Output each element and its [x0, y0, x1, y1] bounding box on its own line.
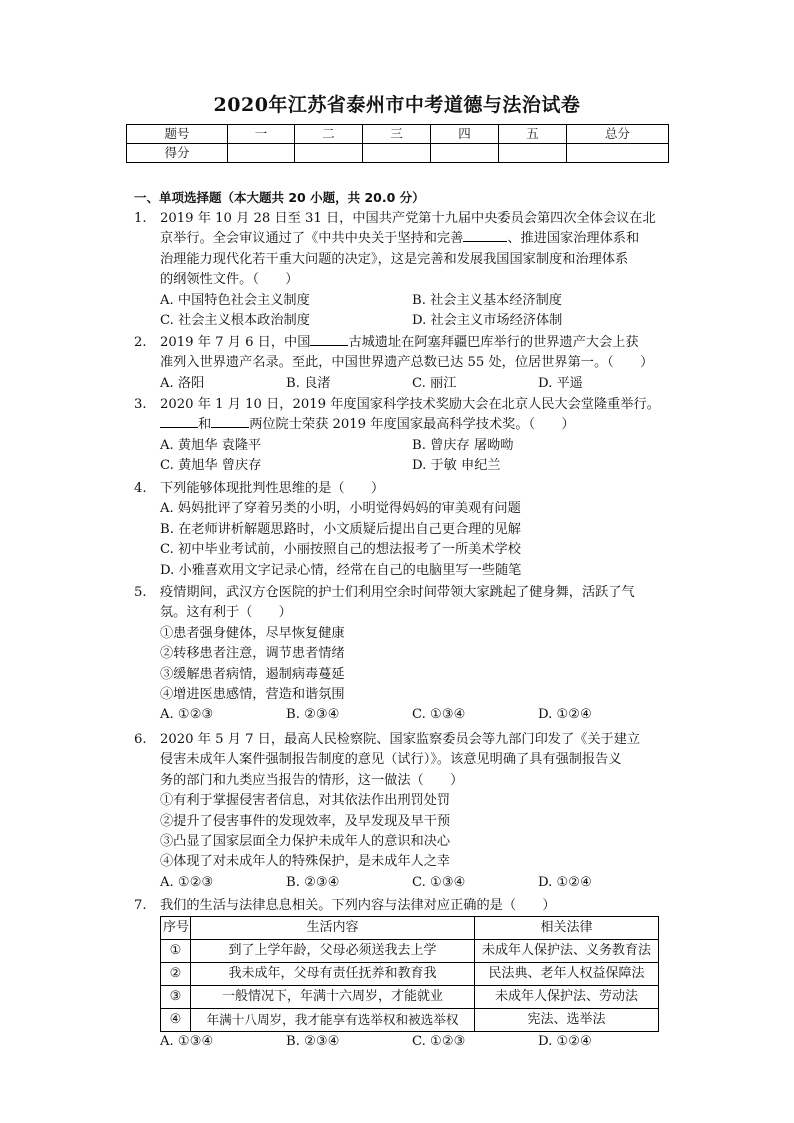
score-blank-cell	[431, 144, 499, 163]
option-d[interactable]: D. 平遥	[538, 375, 583, 391]
law-header-cell: 相关法律	[475, 917, 659, 940]
score-cell: 四	[431, 125, 499, 144]
option-a[interactable]: A. ①②③	[160, 707, 214, 723]
table-row: ④ 年满十八周岁，我才能享有选举权和被选举权 宪法、选举法	[161, 1009, 659, 1032]
fill-blank	[310, 333, 348, 346]
option-d[interactable]: D. ①②④	[538, 707, 592, 723]
option-b[interactable]: B. 曾庆存 屠呦呦	[412, 437, 514, 453]
option-b[interactable]: B. 在老师讲析解题思路时，小文质疑后提出自己更合理的见解	[160, 521, 521, 537]
option-c[interactable]: C. ①③④	[412, 707, 466, 723]
score-cell: 总分	[567, 125, 669, 144]
question-stem: 2019 年 10 月 28 日至 31 日，中国共产党第十九届中央委员会第四次全体会议在北 京举行。全会审议通过了《中共中央关于坚持和完善 、推进国家治理体系和 治理能力现代化若干重大问题的决定》，这是完善和发展我国国家制度和治理体系 的纲领性文件。（ ）	[160, 211, 656, 288]
option-a[interactable]: A. 妈妈批评了穿着另类的小明，小明觉得妈妈的审美观有问题	[160, 501, 521, 517]
question-number: 2.	[134, 335, 147, 350]
question-number: 5.	[134, 585, 147, 600]
option-a[interactable]: A. ①③④	[160, 1034, 214, 1050]
option-a[interactable]: A. ①②③	[160, 874, 214, 890]
score-blank-cell	[363, 144, 431, 163]
fill-blank	[160, 415, 198, 428]
option-c[interactable]: C. 黄旭华 曾庆存	[160, 458, 262, 474]
question-4	[134, 479, 674, 581]
question-stem: 我们的生活与法律息息相关。下列内容与法律对应正确的是（ ）	[160, 898, 556, 913]
options-list	[160, 499, 674, 581]
fill-blank	[463, 229, 507, 242]
question-stem: 2020 年 5 月 7 日，最高人民检察院、国家监察委员会等九部门印发了《关于建立 侵害未成年人案件强制报告制度的意见（试行）》。该意见明确了具有强制报告义 务的部门和九类应当报告的情形，这一做法（ ） ①有利于掌握侵害者信息，对其依法作出刑罚处罚 ②提升了侵害事件的发现效率，及早发现及早干预 ③凸显了国家层面全力保护未成年人的意识和决心 ④体现了对未成年人的特殊保护，是未成年人之幸	[160, 732, 641, 870]
question-7	[134, 896, 674, 1053]
options-row	[160, 311, 674, 331]
question-stem: 疫情期间，武汉方仓医院的护士们利用空余时间带领大家跳起了健身舞，活跃了气 氛。这有利于（ ） ①患者强身健体，尽早恢复健康 ②转移患者注意，调节患者情绪 ③缓解患者病情，遏制病毒蔓延 ④增进医患感情，营造和谐氛围	[160, 585, 635, 703]
option-d[interactable]: D. ①②④	[538, 1034, 592, 1050]
question-1	[134, 209, 674, 331]
option-d[interactable]: D. 社会主义市场经济体制	[412, 313, 563, 329]
option-b[interactable]: B. 良渚	[286, 375, 331, 391]
options-row	[160, 456, 674, 476]
option-a[interactable]: A. 洛阳	[160, 375, 205, 391]
score-cell: 二	[295, 125, 363, 144]
option-c[interactable]: C. ①③④	[412, 874, 466, 890]
question-number: 3.	[134, 397, 147, 412]
score-table-header-row	[127, 125, 669, 144]
question-2	[134, 333, 674, 394]
option-d[interactable]: D. ①②④	[538, 874, 592, 890]
table-row: ③ 一般情况下，年满十六周岁，才能就业 未成年人保护法、劳动法	[161, 986, 659, 1009]
option-c[interactable]: C. ①②③	[412, 1034, 466, 1050]
question-5	[134, 583, 674, 726]
score-cell: 得分	[127, 144, 228, 163]
law-table-header	[161, 917, 659, 940]
question-number: 6.	[134, 732, 147, 747]
exam-title: 2020年江苏省泰州市中考道德与法治试卷	[213, 94, 581, 116]
law-table	[160, 916, 659, 1032]
score-cell: 一	[228, 125, 295, 144]
section-heading: 一、单项选择题（本大题共 20 小题，共 20.0 分）	[134, 190, 425, 205]
option-b[interactable]: B. 社会主义基本经济制度	[412, 292, 562, 308]
law-header-cell: 序号	[161, 917, 191, 940]
question-number: 1.	[134, 211, 147, 226]
score-table	[126, 124, 669, 163]
question-6	[134, 730, 674, 893]
options-row	[160, 705, 674, 725]
options-row	[160, 873, 674, 893]
question-stem: 2019 年 7 月 6 日，中国 古城遗址在阿塞拜疆巴库举行的世界遗产大会上获 准列入世界遗产名录。至此，中国世界遗产总数已达 55 处，位居世界第一。（ ）	[160, 335, 654, 371]
options-row	[160, 291, 674, 311]
option-a[interactable]: A. 中国特色社会主义制度	[160, 292, 310, 308]
options-row	[160, 1032, 674, 1052]
score-blank-cell	[228, 144, 295, 163]
question-stem: 下列能够体现批判性思维的是（ ）	[160, 481, 385, 496]
score-cell: 五	[499, 125, 567, 144]
option-b[interactable]: B. ②③④	[286, 874, 340, 890]
score-blank-cell	[499, 144, 567, 163]
table-row: ① 到了上学年龄，父母必须送我去上学 未成年人保护法、义务教育法	[161, 940, 659, 963]
score-cell: 三	[363, 125, 431, 144]
option-d[interactable]: D. 小雅喜欢用文字记录心情，经常在自己的电脑里写一些随笔	[160, 562, 522, 578]
question-number: 4.	[134, 481, 147, 496]
question-stem: 2020 年 1 月 10 日，2019 年度国家科学技术奖励大会在北京人民大会堂隆重举行。 和 两位院士荣获 2019 年度国家最高科学技术奖。（ ）	[160, 397, 660, 433]
score-table-score-row	[127, 144, 669, 163]
fill-blank	[211, 415, 249, 428]
option-b[interactable]: B. ②③④	[286, 1034, 340, 1050]
option-c[interactable]: C. 社会主义根本政治制度	[160, 313, 310, 329]
law-header-cell: 生活内容	[191, 917, 475, 940]
question-3	[134, 395, 674, 477]
option-c[interactable]: C. 初中毕业考试前，小丽按照自己的想法报考了一所美术学校	[160, 542, 521, 558]
options-row	[160, 436, 674, 456]
options-row	[160, 374, 674, 394]
option-c[interactable]: C. 丽江	[412, 375, 457, 391]
score-blank-cell	[295, 144, 363, 163]
score-blank-cell	[567, 144, 669, 163]
score-cell: 题号	[127, 125, 228, 144]
option-b[interactable]: B. ②③④	[286, 707, 340, 723]
option-d[interactable]: D. 于敏 申纪兰	[412, 458, 501, 474]
option-a[interactable]: A. 黄旭华 袁隆平	[160, 437, 262, 453]
question-number: 7.	[134, 898, 147, 913]
table-row: ② 我未成年，父母有责任抚养和教育我 民法典、老年人权益保障法	[161, 963, 659, 986]
